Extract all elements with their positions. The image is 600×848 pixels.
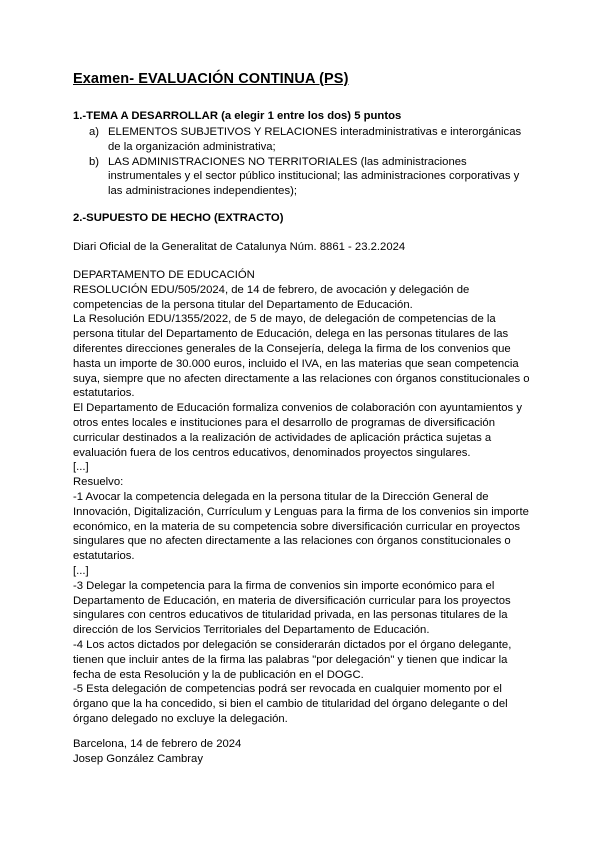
resolution-point: -5 Esta delegación de competencias podrá ser revocada en cualquier momento por el órgano que la ha concedido, si bien el cambio de titularidad del órgano delegante o del órgano delegado no excluye la delegación. <box>73 683 508 725</box>
exam-title: Examen- EVALUACIÓN CONTINUA (PS) <box>73 71 349 87</box>
section1-heading: 1.-TEMA A DESARROLLAR (a elegir 1 entre los dos) 5 puntos <box>73 110 402 122</box>
resolution-title: RESOLUCIÓN EDU/505/2024, de 14 de febrero, de avocación y delegación de competencias de la persona titular del Departamento de Educación. <box>73 283 470 311</box>
source-line: Diari Oficial de la Generalitat de Catalunya Núm. 8861 - 23.2.2024 <box>73 241 406 253</box>
list-item-text: ELEMENTOS SUBJETIVOS Y RELACIONES interadministrativas e interorgánicas de la organización administrativa; <box>108 126 522 153</box>
resolution-point: -3 Delegar la competencia para la firma de convenios sin importe económico para el Departamento de Educación, en materia de diversificación curricular para los proyectos singulares con centros educativos de titularidad privada, en las personas titulares de la dirección de los Servicios Territoriales del Departamento de Educación. <box>73 579 511 637</box>
list-item-text: LAS ADMINISTRACIONES NO TERRITORIALES (las administraciones instrumentales y el sector público institucional; las administraciones corporativas y las administraciones independientes); <box>108 155 520 198</box>
ellipsis: [...] <box>73 564 89 577</box>
paragraph: La Resolución EDU/1355/2022, de 5 de mayo, de delegación de competencias de la persona titular del Departamento de Educación, delega en las personas titulares de las diferentes direcciones generales de la Consejería, delega la firma de los convenios que hasta un importe de 30.000 euros, incluido el IVA, en las materias que sean competencia suya, siempre que no afecten directamente a las relaciones con órganos constitucionales o estatutarios. <box>73 313 530 400</box>
signatory: Josep González Cambray <box>73 752 203 765</box>
section2-heading: 2.-SUPUESTO DE HECHO (EXTRACTO) <box>73 212 284 224</box>
case-body <box>73 268 533 766</box>
list-marker: b) <box>89 155 100 168</box>
topic-list <box>89 125 529 199</box>
ellipsis: [...] <box>73 461 89 474</box>
paragraph: El Departamento de Educación formaliza convenios de colaboración con ayuntamientos y otros entes locales e instituciones para el desarrollo de programas de diversificación curricular destinados a la realización de actividades de aplicación práctica sujetas a evaluación fuera de los centros educativos, denominados proyectos singulares. <box>73 402 522 459</box>
resuelvo-label: Resuelvo: <box>73 476 124 489</box>
list-item <box>89 155 529 199</box>
list-item <box>89 125 529 155</box>
place-date: Barcelona, 14 de febrero de 2024 <box>73 737 242 750</box>
list-marker: a) <box>89 126 100 138</box>
department-heading: DEPARTAMENTO DE EDUCACIÓN <box>73 269 255 281</box>
resolution-point: -1 Avocar la competencia delegada en la persona titular de la Dirección General de Innovación, Digitalización, Currículum y Lenguas para la firma de los convenios sin importe económico, en la materia de su competencia sobre diversificación curricular en proyectos singulares que no afecten directamente a las relaciones con órganos constitucionales o estatutarios. <box>73 490 529 563</box>
resolution-point: -4 Los actos dictados por delegación se considerarán dictados por el órgano delegante, tienen que incluir antes de la firma las palabras "por delegación" y tienen que indicar la fecha de esta Resolución y la de publicación en el DOGC. <box>73 638 512 681</box>
